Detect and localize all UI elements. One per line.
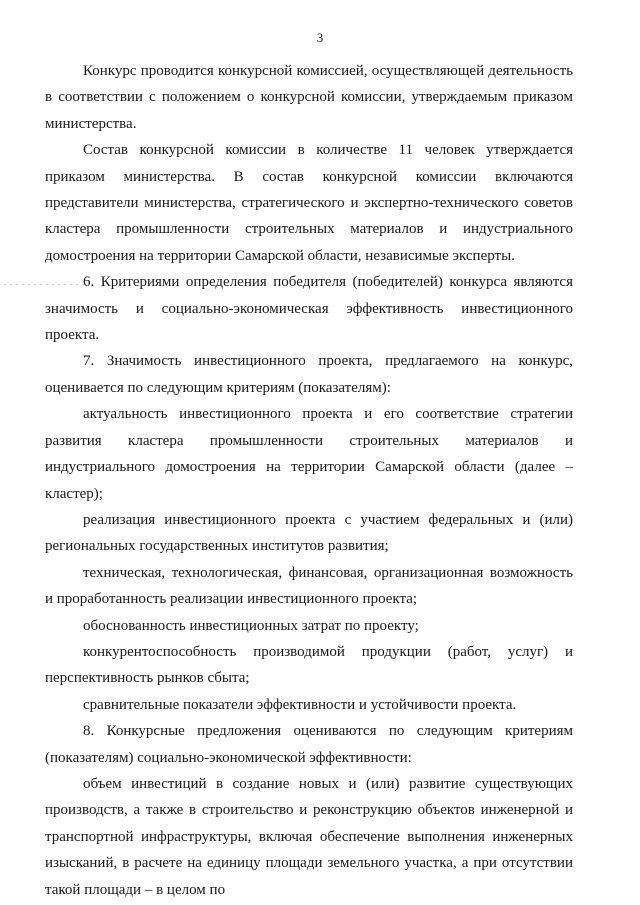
paragraph-winner-criteria: 6. Критериями определения победителя (победителей) конкурса являются значимость и социально-экономическая эффективность инвестиционного проекта. (45, 274, 573, 344)
paragraph-commission-composition: Состав конкурсной комиссии в количестве 11 человек утверждается приказом министерства. В состав конкурсной комиссии включаются представители министерства, стратегического и экспертно-технического советов кластера промышленности строительных материалов и индустриального домостроения на территории Самарской области, независимые эксперты. (45, 142, 573, 264)
criterion-relevance: актуальность инвестиционного проекта и его соответствие стратегии развития кластера промышленности строительных материалов и индустриального домостроения на территории Самарской области (далее – кластер); (45, 406, 573, 502)
paragraph-socioeconomic-criteria: 8. Конкурсные предложения оцениваются по следующим критериям (показателям) социально-экономической эффективности: (45, 723, 573, 766)
criterion-comparative-indicators: сравнительные показатели эффективности и устойчивости проекта. (83, 696, 517, 713)
criterion-investment-justification: обоснованность инвестиционных затрат по проекту; (83, 617, 419, 634)
document-body (45, 58, 573, 903)
criterion-institutions: реализация инвестиционного проекта с участием федеральных и (или) региональных государственных институтов развития; (45, 511, 573, 555)
page-number: 3 (316, 30, 324, 45)
paragraph-significance-criteria: 7. Значимость инвестиционного проекта, предлагаемого на конкурс, оценивается по следующим критериям (показателям): (45, 353, 573, 396)
paragraph-commission-conducts: Конкурс проводится конкурсной комиссией, осуществляющей деятельность в соответствии с положением о конкурсной комиссии, утверждаемым приказом министерства. (45, 63, 573, 132)
criterion-feasibility: техническая, технологическая, финансовая, организационная возможность и проработанность реализации инвестиционного проекта; (45, 564, 573, 608)
margin-dots-mark: . . . . . . . . . . . . . . (4, 278, 85, 287)
criterion-investment-volume: объем инвестиций в создание новых и (или) развитие существующих производств, а также в строительство и реконструкцию объектов инженерной и транспортной инфраструктуры, включая обеспечение выполнения инженерных изысканий, в расчете на единицу площади земельного участка, а при отсутствии такой площади – в целом по (45, 775, 573, 898)
criterion-competitiveness: конкурентоспособность производимой продукции (работ, услуг) и перспективность рынков сбыта; (45, 643, 573, 687)
